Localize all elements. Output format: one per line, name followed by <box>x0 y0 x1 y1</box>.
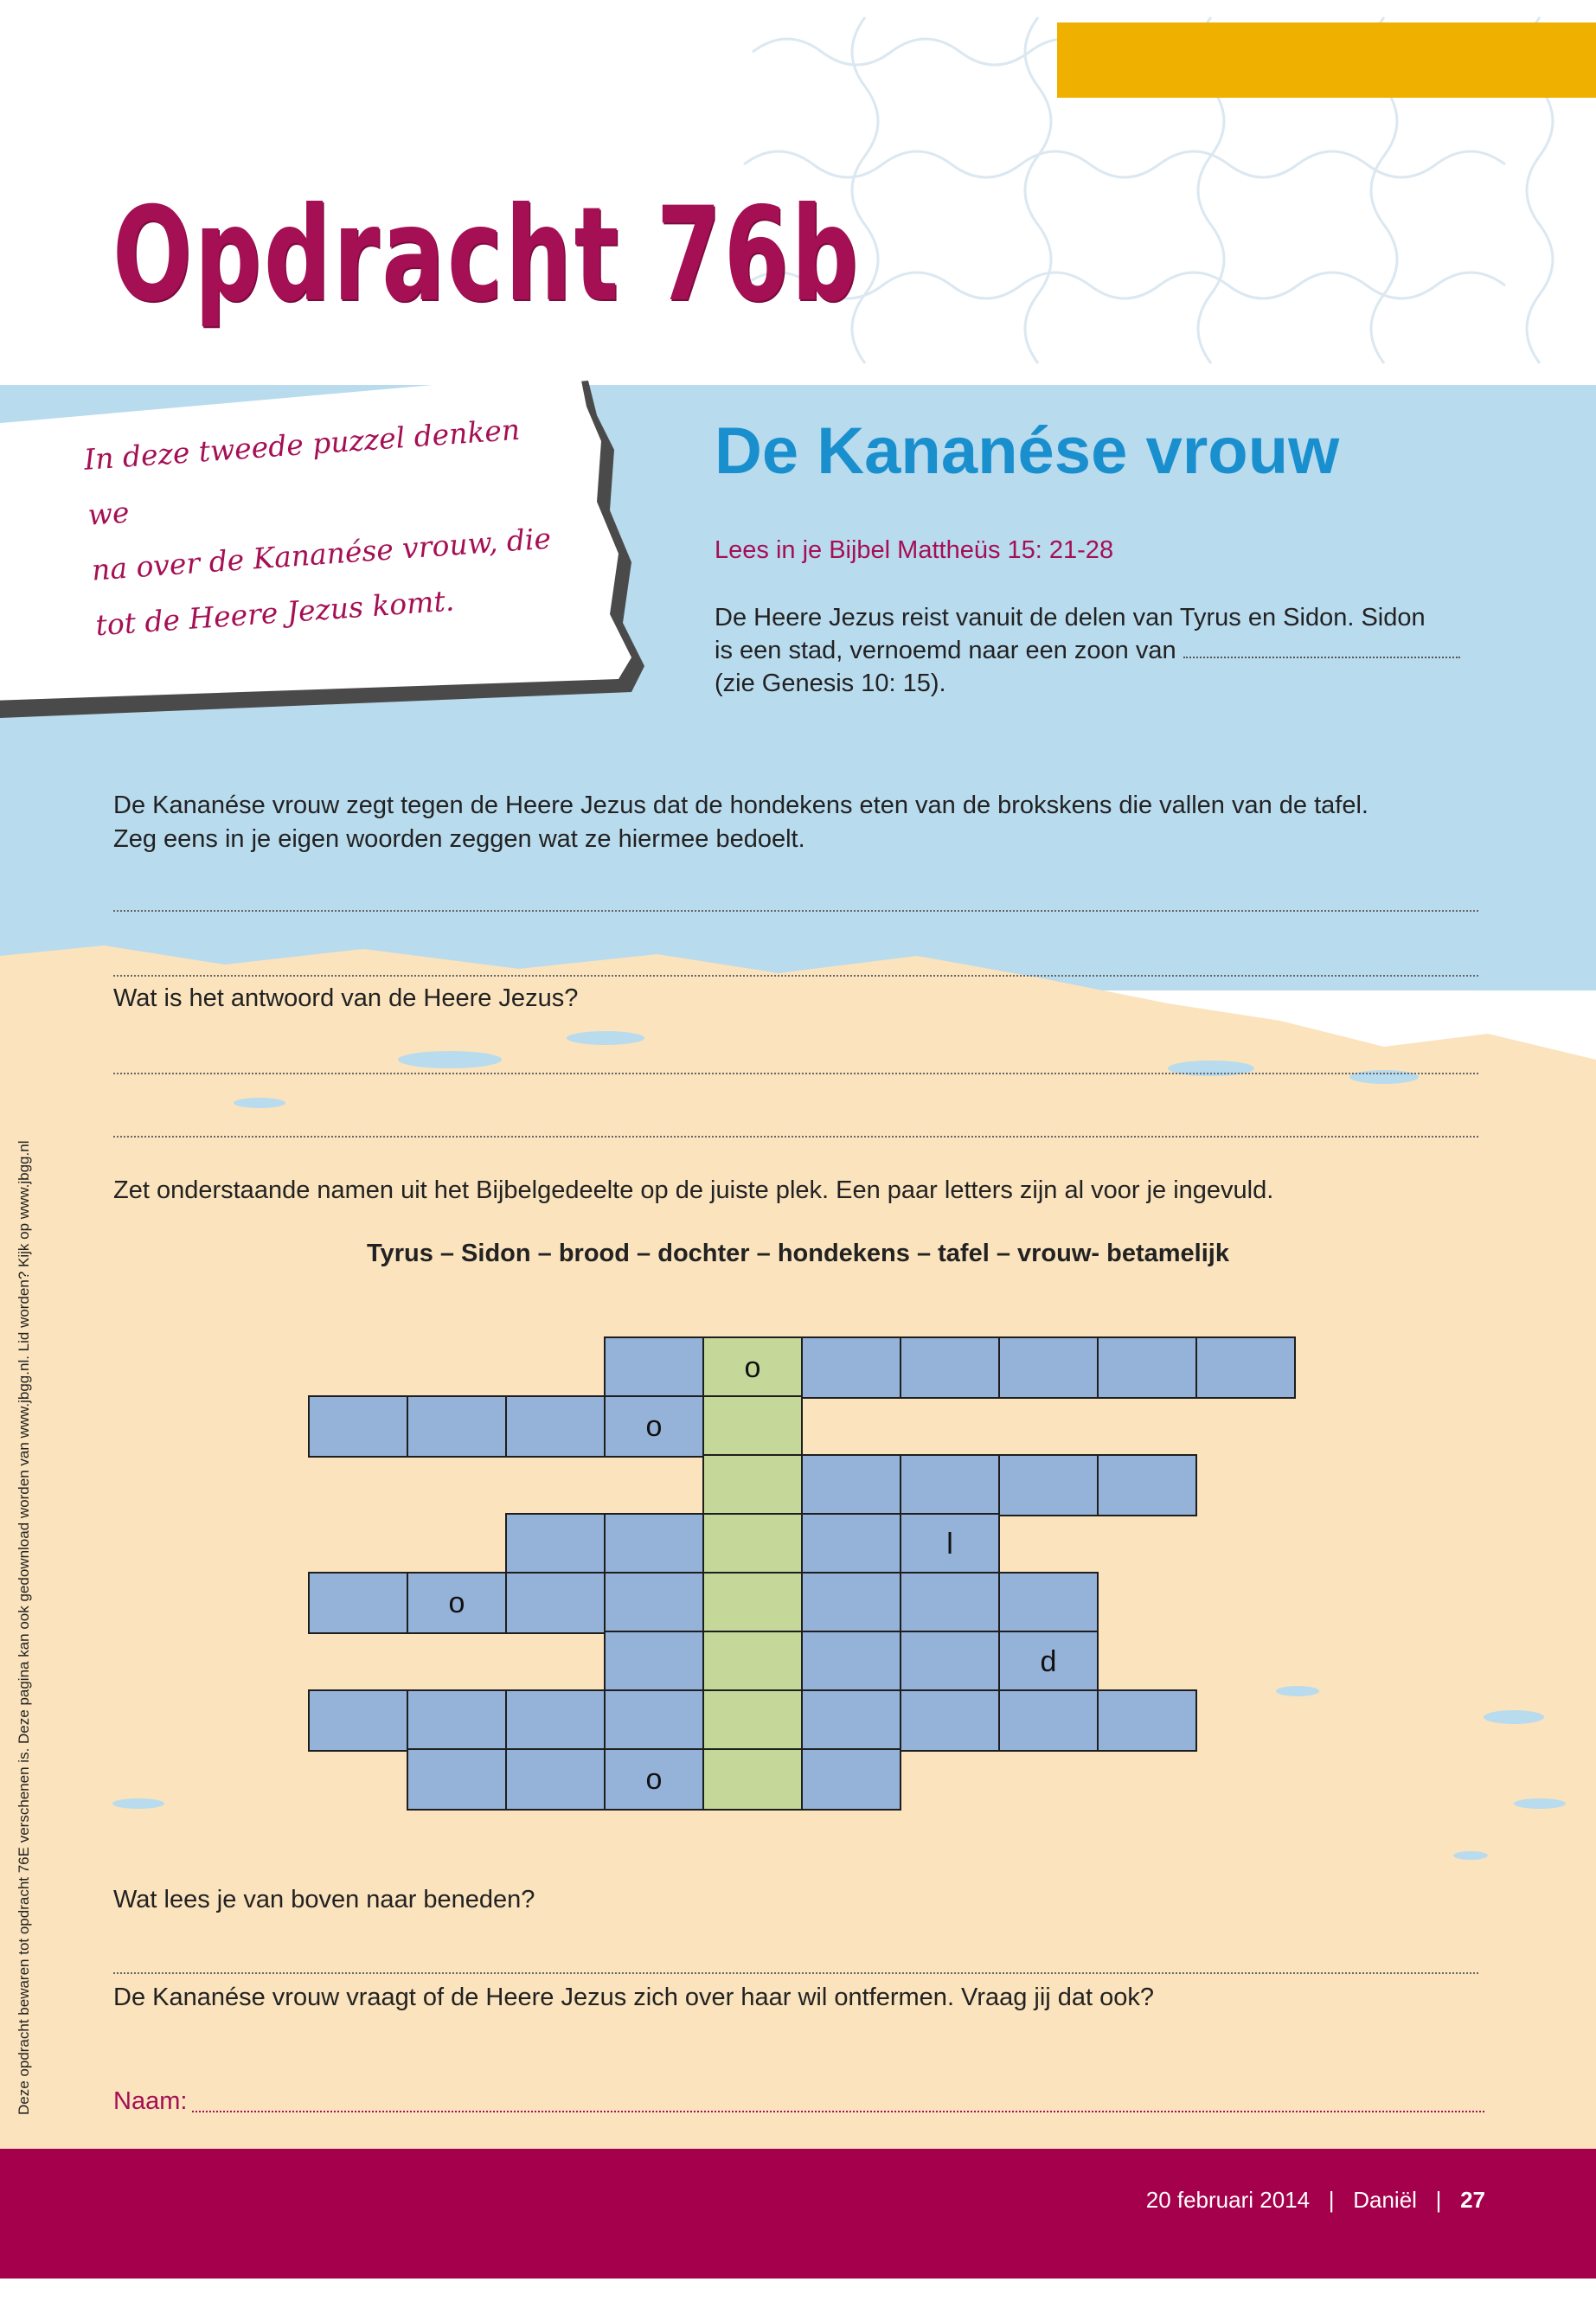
crossword-cell[interactable]: l <box>900 1513 1000 1575</box>
intro-line: is een stad, vernoemd naar een zoon van <box>715 637 1176 664</box>
question-3: Zet onderstaande namen uit het Bijbelgedeelte op de juiste plek. Een paar letters zijn al voor je ingevuld. <box>113 1176 1274 1204</box>
crossword-cell[interactable] <box>801 1572 901 1634</box>
crossword-solution-cell[interactable] <box>702 1513 803 1575</box>
answer-line[interactable] <box>113 975 1478 977</box>
crossword-cell[interactable] <box>308 1689 408 1752</box>
word-list: Tyrus – Sidon – brood – dochter – hondekens – tafel – vrouw- betamelijk <box>367 1240 1229 1267</box>
crossword-cell[interactable] <box>505 1513 606 1575</box>
question-text: De Kananése vrouw zegt tegen de Heere Jezus dat de hondekens eten van de brokskens die vallen van de tafel. <box>113 792 1368 819</box>
crossword-cell[interactable]: o <box>604 1748 704 1811</box>
orange-accent-bar <box>1057 22 1596 98</box>
footer-text <box>0 2187 1485 2214</box>
crossword-cell[interactable] <box>505 1395 606 1458</box>
bible-reference: Lees in je Bijbel Mattheüs 15: 21-28 <box>715 536 1114 564</box>
crossword-cell[interactable] <box>998 1572 1099 1634</box>
crossword-cell[interactable] <box>1097 1336 1197 1399</box>
crossword-solution-cell[interactable] <box>702 1631 803 1693</box>
intro-paragraph <box>715 601 1493 700</box>
crossword-cell[interactable] <box>801 1336 901 1399</box>
crossword-cell[interactable] <box>1097 1454 1197 1516</box>
crossword-cell[interactable] <box>308 1572 408 1634</box>
crossword-cell[interactable] <box>1097 1689 1197 1752</box>
footer-separator: | <box>1423 2187 1454 2213</box>
question-text: Zeg eens in je eigen woorden zeggen wat ze hiermee bedoelt. <box>113 825 805 853</box>
footer-separator: | <box>1316 2187 1347 2213</box>
crossword-cell[interactable] <box>801 1689 901 1752</box>
crossword-cell[interactable] <box>998 1454 1099 1516</box>
answer-blank[interactable] <box>1183 634 1460 658</box>
crossword-cell[interactable] <box>801 1454 901 1516</box>
crossword-solution-cell[interactable] <box>702 1748 803 1811</box>
crossword-cell[interactable] <box>505 1689 606 1752</box>
footer-bar <box>0 2149 1596 2279</box>
crossword-solution-cell[interactable]: o <box>702 1336 803 1399</box>
crossword-cell[interactable] <box>801 1631 901 1693</box>
crossword-cell[interactable] <box>900 1689 1000 1752</box>
answer-line[interactable] <box>113 1972 1478 1974</box>
crossword-solution-cell[interactable] <box>702 1572 803 1634</box>
answer-line[interactable] <box>113 1073 1478 1074</box>
footer-date: 20 februari 2014 <box>1145 2187 1311 2213</box>
crossword-solution-cell[interactable] <box>702 1454 803 1516</box>
crossword-cell[interactable]: d <box>998 1631 1099 1693</box>
crossword-cell[interactable] <box>505 1572 606 1634</box>
crossword-cell[interactable] <box>900 1336 1000 1399</box>
crossword-cell[interactable] <box>505 1748 606 1811</box>
crossword-solution-cell[interactable] <box>702 1395 803 1458</box>
crossword-solution-cell[interactable] <box>702 1689 803 1752</box>
note-line: tot de Heere Jezus komt. <box>94 583 456 643</box>
answer-line[interactable] <box>113 1136 1478 1138</box>
question-1 <box>113 789 1497 856</box>
crossword-cell[interactable] <box>900 1572 1000 1634</box>
name-label: Naam: <box>113 2087 188 2115</box>
intro-line: De Heere Jezus reist vanuit de delen van Tyrus en Sidon. Sidon <box>715 604 1426 631</box>
note-text <box>82 400 564 653</box>
crossword-cell[interactable]: o <box>604 1395 704 1458</box>
crossword-cell[interactable] <box>604 1631 704 1693</box>
crossword-cell[interactable] <box>900 1631 1000 1693</box>
crossword-cell[interactable] <box>308 1395 408 1458</box>
crossword-cell[interactable] <box>407 1689 507 1752</box>
crossword-cell[interactable] <box>604 1513 704 1575</box>
crossword-cell[interactable] <box>604 1572 704 1634</box>
answer-line[interactable] <box>113 910 1478 912</box>
note-line: In deze tweede puzzel denken we <box>82 412 522 532</box>
crossword-cell[interactable] <box>407 1395 507 1458</box>
crossword-cell[interactable] <box>604 1336 704 1399</box>
section-heading: De Kananése vrouw <box>715 414 1340 488</box>
crossword-cell[interactable] <box>801 1748 901 1811</box>
note-line: na over de Kananése vrouw, die <box>90 521 553 587</box>
question-4: Wat lees je van boven naar beneden? <box>113 1886 535 1913</box>
question-5: De Kananése vrouw vraagt of de Heere Jezus zich over haar wil ontfermen. Vraag jij dat ook? <box>113 1984 1155 2011</box>
intro-line: (zie Genesis 10: 15). <box>715 670 946 697</box>
crossword-cell[interactable] <box>900 1454 1000 1516</box>
name-field[interactable] <box>192 2111 1484 2112</box>
crossword-cell[interactable] <box>998 1689 1099 1752</box>
intro-line-with-blank <box>715 634 1493 667</box>
crossword-cell[interactable] <box>604 1689 704 1752</box>
crossword-cell[interactable] <box>801 1513 901 1575</box>
side-notice: Deze opdracht bewaren tot opdracht 76E verschenen is. Deze pagina kan ook gedownload worden van www.jbgg.nl. Lid worden? Kijk op www.jbgg.nl <box>16 1140 32 2115</box>
page-title: Opdracht 76b <box>112 180 861 330</box>
page-number: 27 <box>1460 2187 1485 2213</box>
question-2: Wat is het antwoord van de Heere Jezus? <box>113 984 579 1012</box>
crossword-cell[interactable]: o <box>407 1572 507 1634</box>
crossword-cell[interactable] <box>1195 1336 1296 1399</box>
footer-publication: Daniël <box>1353 2187 1417 2213</box>
crossword-cell[interactable] <box>407 1748 507 1811</box>
crossword-cell[interactable] <box>998 1336 1099 1399</box>
